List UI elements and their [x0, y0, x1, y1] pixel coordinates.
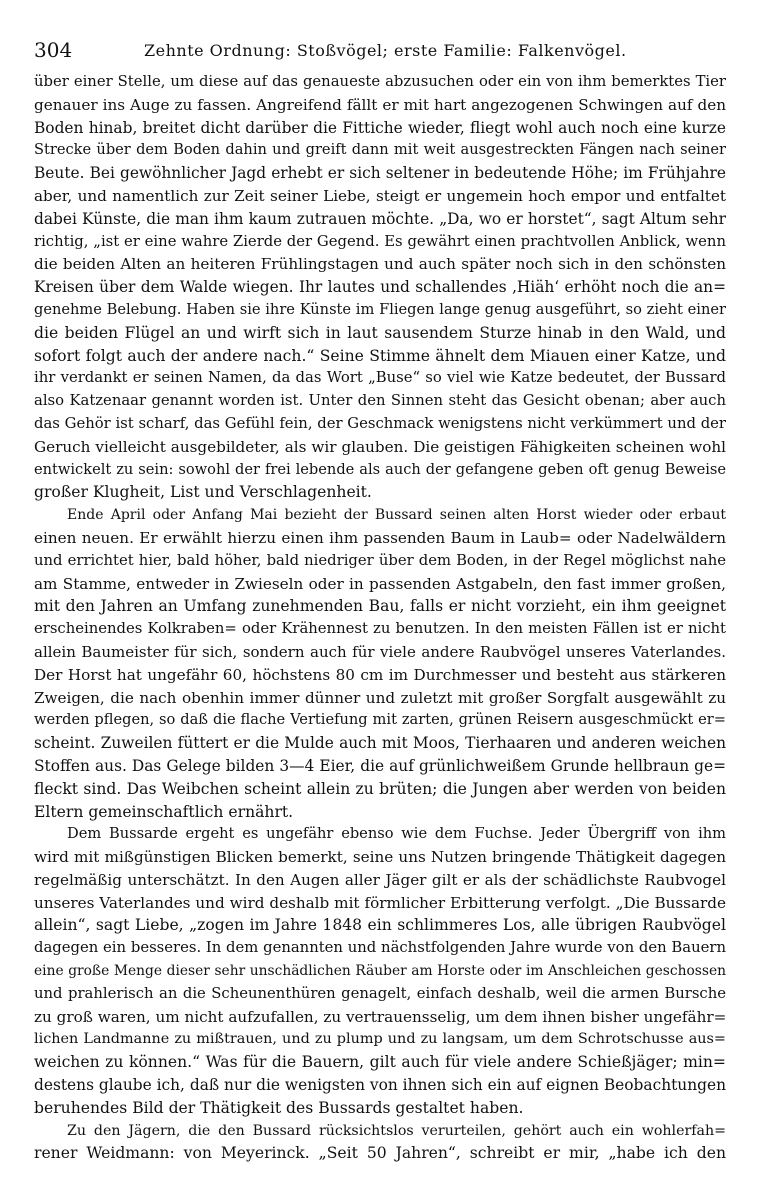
text-line: allein Baumeister für sich, sondern auch für viele andere Raubvögel unseres Vaterlandes. — [34, 642, 726, 661]
text-line: sofort folgt auch der andere nach.“ Seine Stimme ähnelt dem Miauen einer Katze, und — [34, 346, 726, 365]
text-line: genehme Belebung. Haben sie ihre Künste im Fliegen lange genug ausgeführt, so zieht einer — [34, 300, 726, 318]
text-line: erscheinendes Kolkraben= oder Krähennest zu benutzen. In den meisten Fällen ist er nicht — [34, 620, 726, 638]
page-number: 304 — [34, 38, 73, 62]
text-line: Dem Bussarde ergeht es ungefähr ebenso wie dem Fuchse. Jeder Übergriff von ihm — [67, 825, 726, 843]
text-line: das Gehör ist scharf, das Gefühl fein, der Geschmack wenigstens nicht verkümmert und der — [34, 414, 726, 432]
text-line: am Stamme, entweder in Zwieseln oder in passenden Astgabeln, den fast immer großen, — [34, 574, 726, 593]
text-line: also Katzenaar genannt worden ist. Unter den Sinnen steht das Gesicht obenan; aber auch — [34, 392, 726, 410]
text-line: destens glaube ich, daß nur die wenigsten von ihnen sich ein auf eignen Beobachtungen — [34, 1076, 726, 1095]
text-line: entwickelt zu sein: sowohl der frei lebende als auch der gefangene geben oft genug Beweise — [34, 460, 726, 478]
text-line: großer Klugheit, List und Verschlagenheit. — [34, 483, 372, 502]
text-line: Beute. Bei gewöhnlicher Jagd erhebt er sich seltener in bedeutende Höhe; im Frühjahre — [34, 164, 726, 183]
text-line: und errichtet hier, bald höher, bald niedriger über dem Boden, in der Regel möglichst nahe — [34, 551, 726, 569]
text-line: Der Horst hat ungefähr 60, höchstens 80 cm im Durchmesser und besteht aus stärkeren — [34, 665, 726, 684]
text-line: zu groß waren, um nicht aufzufallen, zu vertrauensselig, um dem ihnen bisher ungefähr= — [34, 1007, 727, 1026]
text-line: Zu den Jägern, die den Bussard rücksichtslos verurteilen, gehört auch ein wohlerfah= — [67, 1122, 726, 1139]
text-line: dabei Künste, die man ihm kaum zutrauen möchte. „Da, wo er horstet“, sagt Altum sehr — [34, 209, 726, 228]
page-header — [34, 30, 724, 60]
text-line: beruhendes Bild der Thätigkeit des Bussards gestaltet haben. — [34, 1098, 524, 1117]
text-line: werden pflegen, so daß die flache Vertiefung mit zarten, grünen Reisern ausgeschmückt er= — [34, 711, 726, 729]
body-text — [34, 71, 726, 1165]
text-line: Kreisen über dem Walde wiegen. Ihr lautes und schallendes ‚Hiäh‘ erhöht noch die an= — [34, 278, 726, 297]
text-line: Ende April oder Anfang Mai bezieht der Bussard seinen alten Horst wieder oder erbaut — [67, 507, 726, 524]
text-line: über einer Stelle, um diese auf das genaueste abzusuchen oder ein von ihm bemerktes Tier — [34, 73, 726, 90]
text-line: und prahlerisch an die Scheunenthüren genagelt, einfach deshalb, weil die armen Bursche — [34, 984, 726, 1002]
text-line: scheint. Zuweilen füttert er die Mulde auch mit Moos, Tierhaaren und anderen weichen — [34, 734, 726, 753]
text-line: aber, und namentlich zur Zeit seiner Liebe, steigt er ungemein hoch empor und entfaltet — [34, 186, 726, 205]
text-line: allein“, sagt Liebe, „zogen im Jahre 1848 ein schlimmeres Los, alle übrigen Raubvögel — [34, 916, 726, 935]
text-line: Eltern gemeinschaftlich ernährt. — [34, 802, 294, 821]
text-line: ihr verdankt er seinen Namen, da das Wort „Buse“ so viel wie Katze bedeutet, der Bussard — [34, 369, 726, 387]
text-line: lichen Landmanne zu mißtrauen, und zu plump und zu langsam, um dem Schrotschusse aus= — [34, 1031, 726, 1048]
text-line: einen neuen. Er erwählt hierzu einen ihm passenden Baum in Laub= oder Nadelwäldern — [34, 528, 726, 547]
text-line: wird mit mißgünstigen Blicken bemerkt, seine uns Nutzen bringende Thätigkeit dagegen — [34, 848, 726, 867]
text-line: Boden hinab, breitet dicht darüber die Fittiche wieder, fliegt wohl auch noch eine kurze — [34, 118, 726, 137]
text-line: Stoffen aus. Das Gelege bilden 3—4 Eier, die auf grünlichweißem Grunde hellbraun ge= — [34, 756, 726, 775]
text-line: richtig, „ist er eine wahre Zierde der Gegend. Es gewährt einen prachtvollen Anblick, wenn — [34, 232, 726, 250]
text-line: Strecke über dem Boden dahin und greift dann mit weit ausgestreckten Fängen nach seiner — [34, 141, 726, 159]
text-line: rener Weidmann: von Meyerinck. „Seit 50 Jahren“, schreibt er mir, „habe ich den — [34, 1144, 726, 1163]
text-line: genauer ins Auge zu fassen. Angreifend fällt er mit hart angezogenen Schwingen auf den — [34, 95, 726, 114]
text-line: weichen zu können.“ Was für die Bauern, gilt auch für viele andere Schießjäger; min= — [34, 1053, 726, 1072]
text-line: dagegen ein besseres. In dem genannten und nächstfolgenden Jahre wurde von den Bauern — [34, 939, 726, 957]
text-line: eine große Menge dieser sehr unschädlichen Räuber am Horste oder im Anschleichen geschossen — [34, 963, 726, 980]
text-line: die beiden Flügel an und wirft sich in laut sausendem Sturze hinab in den Wald, und — [34, 323, 726, 342]
text-line: unseres Vaterlandes und wird deshalb mit förmlicher Erbitterung verfolgt. „Die Bussarde — [34, 893, 726, 912]
paragraph — [34, 71, 726, 504]
paragraph — [34, 823, 726, 1119]
running-head: Zehnte Ordnung: Stoßvögel; erste Familie: Falkenvögel. — [144, 41, 627, 60]
paragraph — [34, 504, 726, 823]
text-line: Zweigen, die nach obenhin immer dünner und zuletzt mit großer Sorgfalt ausgewählt zu — [34, 688, 726, 707]
text-line: regelmäßig unterschätzt. In den Augen aller Jäger gilt er als der schädlichste Raubvogel — [34, 870, 726, 889]
text-line: Geruch vielleicht ausgebildeter, als wir glauben. Die geistigen Fähigkeiten scheinen wohl — [34, 437, 726, 456]
text-line: mit den Jahren an Umfang zunehmenden Bau, falls er nicht vorzieht, ein ihm geeignet — [34, 597, 726, 616]
paragraph — [34, 1120, 726, 1166]
text-line: die beiden Alten an heiteren Frühlingstagen und auch später noch sich in den schönsten — [34, 255, 726, 274]
text-line: fleckt sind. Das Weibchen scheint allein zu brüten; die Jungen aber werden von beiden — [34, 779, 726, 798]
